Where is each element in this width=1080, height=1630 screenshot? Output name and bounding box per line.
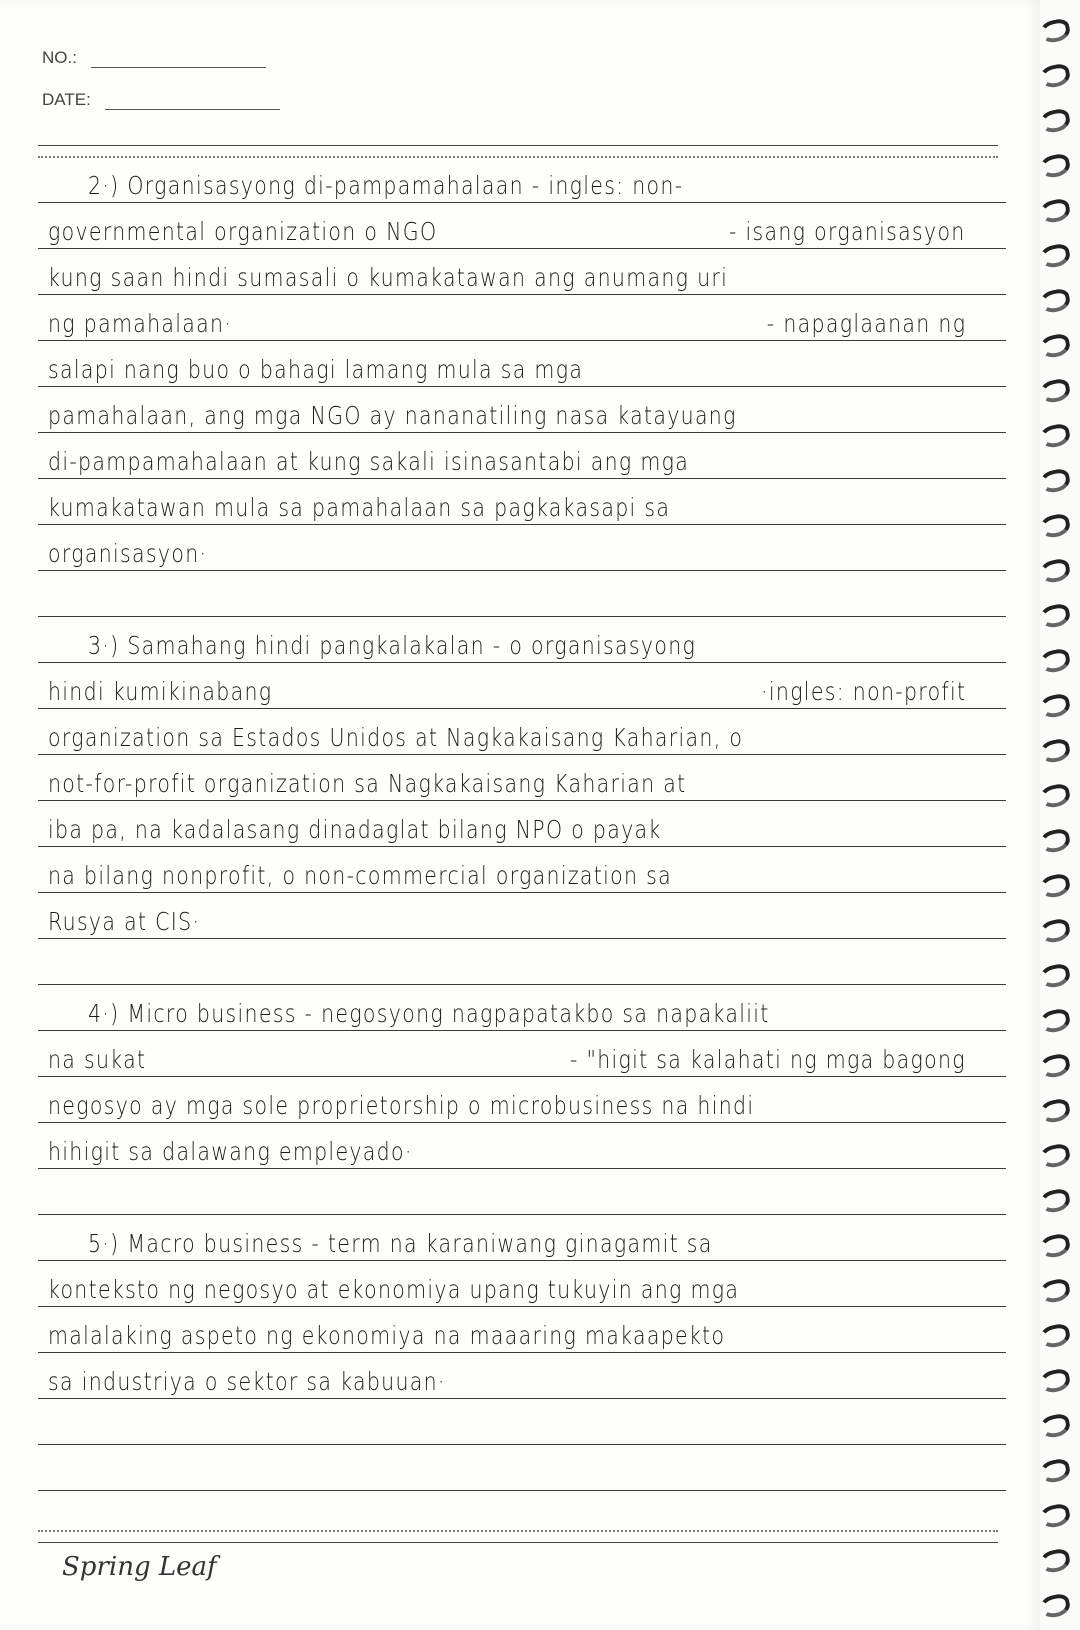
ruled-line	[38, 1399, 1006, 1445]
spiral-ring-icon	[1038, 17, 1072, 45]
handwritten-text: 4·) Micro business - negosyong nagpapatakbo sa napakaliit	[88, 999, 770, 1028]
ruled-line	[38, 985, 1006, 1031]
spiral-ring-icon	[1038, 512, 1072, 540]
ruled-line	[38, 1123, 1006, 1169]
spiral-ring-icon	[1038, 962, 1072, 990]
spiral-ring-icon	[1038, 782, 1072, 810]
spiral-ring-icon	[1038, 1547, 1072, 1575]
spiral-ring-icon	[1038, 1232, 1072, 1260]
spiral-ring-icon	[1038, 152, 1072, 180]
handwritten-text-right: - "higit sa kalahati ng mga bagong	[570, 1045, 966, 1074]
ruled-line	[38, 1353, 1006, 1399]
handwritten-text: 5·) Macro business - term na karaniwang ginagamit sa	[88, 1229, 713, 1258]
handwritten-text: hihigit sa dalawang empleyado·	[48, 1137, 413, 1166]
handwritten-text: na sukat	[48, 1045, 147, 1074]
handwritten-text: hindi kumikinabang	[48, 677, 273, 706]
spiral-ring-icon	[1038, 1187, 1072, 1215]
ruled-line	[38, 1169, 1006, 1215]
ruled-line	[38, 893, 1006, 939]
ruled-line	[38, 617, 1006, 663]
ruled-line	[38, 1307, 1006, 1353]
date-label: DATE:	[42, 90, 91, 109]
spiral-ring-icon	[1038, 422, 1072, 450]
ruled-line	[38, 709, 1006, 755]
spiral-ring-icon	[1038, 827, 1072, 855]
spiral-ring-icon	[1038, 1052, 1072, 1080]
handwritten-text: kung saan hindi sumasali o kumakatawan ang anumang uri	[48, 263, 729, 292]
handwritten-text: di-pampamahalaan at kung sakali isinasantabi ang mga	[48, 447, 690, 476]
handwritten-text: organisasyon·	[48, 539, 208, 568]
spiral-ring-icon	[1038, 1502, 1072, 1530]
spiral-ring-icon	[1038, 1367, 1072, 1395]
handwritten-text: kumakatawan mula sa pamahalaan sa pagkakasapi sa	[48, 493, 671, 522]
date-field	[42, 90, 280, 110]
spiral-binding	[1032, 0, 1076, 1630]
spiral-ring-icon	[1038, 1592, 1072, 1620]
ruled-line	[38, 203, 1006, 249]
handwritten-text: ng pamahalaan·	[48, 309, 233, 338]
handwritten-text: sa industriya o sektor sa kabuuan·	[48, 1367, 446, 1396]
ruled-line	[38, 479, 1006, 525]
ruled-line	[38, 1445, 1006, 1491]
spiral-ring-icon	[1038, 467, 1072, 495]
ruled-lines	[38, 157, 1006, 1491]
ruled-line	[38, 387, 1006, 433]
handwritten-text: governmental organization o NGO	[48, 217, 438, 246]
ruled-line	[38, 755, 1006, 801]
ruled-line	[38, 571, 1006, 617]
handwritten-text-right: ·ingles: non-profit	[760, 677, 966, 706]
spiral-ring-icon	[1038, 557, 1072, 585]
handwritten-text-right: - napaglaanan ng	[766, 309, 966, 338]
spiral-ring-icon	[1038, 242, 1072, 270]
spiral-ring-icon	[1038, 332, 1072, 360]
spiral-ring-icon	[1038, 1412, 1072, 1440]
spiral-ring-icon	[1038, 737, 1072, 765]
ruled-line	[38, 1215, 1006, 1261]
spiral-ring-icon	[1038, 62, 1072, 90]
ruled-line	[38, 295, 1006, 341]
ruled-line	[38, 249, 1006, 295]
handwritten-text: iba pa, na kadalasang dinadaglat bilang NPO o payak	[48, 815, 662, 844]
handwritten-text-right: - isang organisasyon	[729, 217, 966, 246]
spiral-ring-icon	[1038, 1322, 1072, 1350]
ruled-line	[38, 1077, 1006, 1123]
number-field	[42, 48, 266, 68]
ruled-line	[38, 525, 1006, 571]
ruled-line	[38, 847, 1006, 893]
handwritten-text: konteksto ng negosyo at ekonomiya upang tukuyin ang mga	[48, 1275, 740, 1304]
spiral-ring-icon	[1038, 602, 1072, 630]
handwritten-text: not-for-profit organization sa Nagkakaisang Kaharian at	[48, 769, 687, 798]
handwritten-text: 3·) Samahang hindi pangkalakalan - o organisasyong	[88, 631, 697, 660]
spiral-ring-icon	[1038, 1142, 1072, 1170]
handwritten-text: pamahalaan, ang mga NGO ay nananatiling nasa katayuang	[48, 401, 737, 430]
handwritten-text: 2·) Organisasyong di-pampamahalaan - ingles: non-	[88, 171, 684, 200]
spiral-ring-icon	[1038, 107, 1072, 135]
ruled-line	[38, 1261, 1006, 1307]
spiral-ring-icon	[1038, 692, 1072, 720]
spiral-ring-icon	[1038, 647, 1072, 675]
date-blank	[105, 93, 280, 110]
ruled-line	[38, 663, 1006, 709]
spiral-ring-icon	[1038, 1277, 1072, 1305]
spiral-ring-icon	[1038, 1457, 1072, 1485]
handwritten-text: na bilang nonprofit, o non-commercial organization sa	[48, 861, 673, 890]
spiral-ring-icon	[1038, 377, 1072, 405]
ruled-line	[38, 939, 1006, 985]
number-label: NO.:	[42, 48, 77, 67]
ruled-line	[38, 1031, 1006, 1077]
brand-logo: Spring Leaf	[62, 1552, 217, 1582]
spiral-ring-icon	[1038, 917, 1072, 945]
bottom-dotted-rule	[38, 1530, 998, 1532]
bottom-rule	[38, 1542, 998, 1543]
ruled-line	[38, 801, 1006, 847]
ruled-line	[38, 433, 1006, 479]
spiral-ring-icon	[1038, 287, 1072, 315]
number-blank	[91, 51, 266, 68]
handwritten-text: salapi nang buo o bahagi lamang mula sa mga	[48, 355, 584, 384]
handwritten-text: negosyo ay mga sole proprietorship o microbusiness na hindi	[48, 1091, 755, 1120]
top-rule	[38, 145, 998, 146]
handwritten-text: organization sa Estados Unidos at Nagkakaisang Kaharian, o	[48, 723, 744, 752]
handwritten-text: malalaking aspeto ng ekonomiya na maaaring makaapekto	[48, 1321, 726, 1350]
spiral-ring-icon	[1038, 197, 1072, 225]
spiral-ring-icon	[1038, 872, 1072, 900]
ruled-line	[38, 157, 1006, 203]
handwritten-text: Rusya at CIS·	[48, 907, 201, 936]
spiral-ring-icon	[1038, 1007, 1072, 1035]
spiral-ring-icon	[1038, 1097, 1072, 1125]
ruled-line	[38, 341, 1006, 387]
